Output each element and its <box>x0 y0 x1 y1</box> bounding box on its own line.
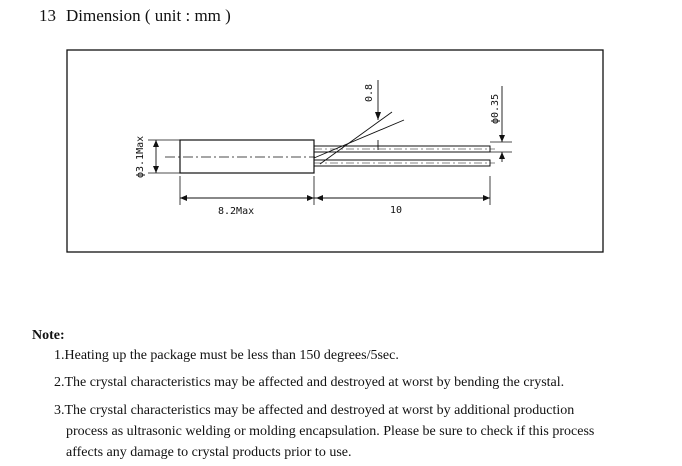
note-item-3-line-2: process as ultrasonic welding or molding encapsulation. Please be sure to check if this process <box>66 424 595 439</box>
leader-diagonal-2 <box>320 112 392 164</box>
note-item-3 <box>54 400 674 463</box>
crystal-body <box>180 140 314 173</box>
spacing-arrow <box>375 112 381 120</box>
section-number: 13 <box>39 6 56 25</box>
lead-diameter-label: ϕ0.35 <box>490 93 501 124</box>
body-diameter-label: ϕ3.1Max <box>135 135 146 178</box>
note-item-2: 2.The crystal characteristics may be affected and destroyed at worst by bending the crystal. <box>54 375 565 390</box>
note-item-3-line-3: affects any damage to crystal products prior to use. <box>66 445 352 460</box>
body-length-label: 8.2Max <box>218 206 255 217</box>
drawing-frame <box>67 50 603 252</box>
lead-length-label: 10 <box>390 205 403 216</box>
note-title: Note: <box>32 328 65 343</box>
note-item-3-line-1: 3.The crystal characteristics may be affected and destroyed at worst by additional production <box>54 403 575 418</box>
spacing-label: 0.8 <box>364 83 375 102</box>
section-title: Dimension ( unit : mm ) <box>66 6 231 25</box>
note-item-1: 1.Heating up the package must be less than 150 degrees/5sec. <box>54 348 399 363</box>
